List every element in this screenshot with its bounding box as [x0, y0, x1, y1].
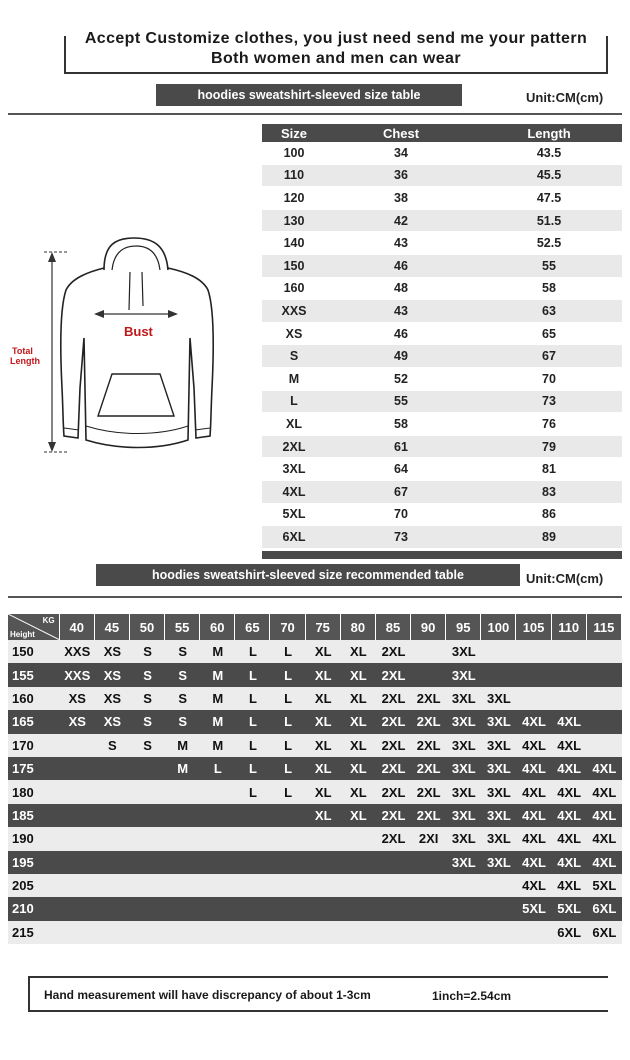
size-recommendation-cell: 2XL: [416, 737, 441, 753]
weight-header-cell: 50: [130, 614, 165, 640]
size-recommendation-cell: L: [284, 690, 293, 706]
size-cell: 100: [283, 145, 305, 160]
col-length: Length: [527, 125, 571, 141]
size-recommendation-cell: 4XL: [522, 714, 546, 730]
size-recommendation-cell: XL: [350, 667, 367, 683]
length-cell: 55: [542, 258, 556, 273]
size-recommendation-cell: S: [178, 644, 187, 660]
size-recommendation-cell: 2XL: [416, 690, 441, 706]
weight-header-cell: 40: [60, 614, 95, 640]
size-table-unit: Unit:CM(cm): [526, 90, 604, 105]
table-row: [8, 851, 622, 874]
height-cell: 160: [12, 690, 34, 706]
inch-conversion: 1inch=2.54cm: [432, 989, 512, 1003]
table-row: [262, 232, 622, 255]
table-row: [8, 897, 622, 920]
section-divider: [8, 113, 622, 115]
size-cell: 6XL: [282, 529, 306, 544]
chest-cell: 38: [394, 190, 408, 205]
hoodie-illustration: [8, 228, 258, 460]
size-recommendation-cell: 3XL: [451, 784, 476, 800]
chest-cell: 42: [394, 213, 408, 228]
height-cell: 185: [12, 807, 34, 823]
size-recommendation-cell: XS: [103, 714, 122, 730]
size-recommendation-cell: 4XL: [592, 831, 617, 847]
size-recommendation-cell: M: [212, 644, 224, 660]
size-recommendation-cell: 4XL: [522, 784, 546, 800]
size-recommendation-cell: 5XL: [592, 878, 617, 894]
size-recommendation-cell: 4XL: [557, 784, 582, 800]
length-cell: 51.5: [536, 213, 562, 228]
length-cell: 45.5: [536, 168, 562, 183]
size-cell: XL: [286, 416, 302, 431]
weight-header-cell: 115: [587, 614, 622, 640]
height-cell: 190: [12, 831, 34, 847]
size-recommendation-cell: 3XL: [451, 737, 476, 753]
size-recommendation-cell: 6XL: [557, 924, 582, 940]
size-recommendation-cell: 2XL: [381, 644, 406, 660]
chest-cell: 73: [394, 529, 408, 544]
size-recommendation-cell: 4XL: [557, 761, 582, 777]
table-row: [262, 278, 622, 301]
size-recommendation-cell: 2XL: [416, 761, 441, 777]
table-row: [262, 391, 622, 414]
length-cell: 47.5: [536, 190, 562, 205]
size-recommendation-cell: XL: [314, 761, 332, 777]
weight-header-cell: 65: [235, 614, 270, 640]
size-recommendation-cell: 4XL: [557, 714, 582, 730]
size-recommendation-cell: 3XL: [451, 854, 476, 870]
size-table: [262, 124, 622, 559]
chest-cell: 43: [394, 303, 408, 318]
size-recommendation-cell: XS: [103, 690, 122, 706]
size-cell: 110: [283, 168, 305, 183]
size-recommendation-cell: L: [248, 714, 257, 730]
size-recommendation-cell: 4XL: [557, 854, 582, 870]
length-cell: 63: [542, 303, 556, 318]
weight-header-cell: 80: [341, 614, 376, 640]
size-recommendation-cell: XL: [314, 667, 332, 683]
size-recommendation-cell: 4XL: [592, 854, 617, 870]
height-cell: 170: [12, 737, 34, 753]
chest-cell: 58: [394, 416, 408, 431]
header-line-1: Accept Customize clothes, you just need send me your pattern: [84, 30, 588, 47]
size-recommendation-cell: XL: [314, 737, 332, 753]
length-cell: 67: [542, 349, 556, 364]
chest-cell: 55: [394, 394, 408, 409]
chest-cell: 67: [394, 484, 408, 499]
weight-header-cell: 60: [200, 614, 235, 640]
chest-cell: 48: [394, 281, 408, 296]
size-recommendation-cell: XL: [314, 807, 332, 823]
size-table-header: [262, 124, 622, 142]
height-cell: 165: [12, 714, 34, 730]
table-row: [8, 687, 622, 710]
size-table-title: hoodies sweatshirt-sleeved size table: [156, 84, 462, 106]
size-cell: 130: [283, 213, 305, 228]
table-row: [8, 734, 622, 757]
table-row: [8, 757, 622, 780]
size-cell: XS: [285, 326, 303, 341]
weight-header-cell: 95: [446, 614, 481, 640]
table-row: [262, 323, 622, 346]
height-cell: 175: [12, 761, 34, 777]
table-row: [262, 368, 622, 391]
table-row: [262, 210, 622, 233]
weight-header-cell: 85: [376, 614, 411, 640]
size-recommendation-cell: 4XL: [557, 807, 582, 823]
height-cell: 210: [12, 901, 34, 917]
size-recommendation-cell: XL: [314, 784, 332, 800]
height-label: Height: [10, 630, 35, 639]
size-recommendation-cell: 4XL: [522, 807, 546, 823]
size-recommendation-cell: 6XL: [592, 924, 617, 940]
size-recommendation-cell: 3XL: [487, 807, 511, 823]
length-cell: 52.5: [536, 236, 562, 251]
size-recommendation-cell: L: [248, 737, 257, 753]
size-table-body: [262, 142, 622, 549]
size-recommendation-cell: 4XL: [592, 807, 617, 823]
height-cell: 180: [12, 784, 34, 800]
size-recommendation-cell: XL: [350, 784, 367, 800]
chest-cell: 70: [394, 507, 408, 522]
size-recommendation-cell: L: [248, 761, 257, 777]
size-cell: 120: [283, 190, 305, 205]
size-recommendation-cell: XL: [314, 644, 332, 660]
chest-cell: 49: [394, 349, 408, 364]
size-recommendation-cell: XL: [314, 690, 332, 706]
size-recommendation-cell: 4XL: [592, 761, 617, 777]
size-recommendation-cell: 3XL: [487, 690, 511, 706]
size-recommendation-cell: 2XL: [381, 784, 406, 800]
length-cell: 58: [542, 281, 556, 296]
size-recommendation-cell: L: [284, 667, 293, 683]
height-cell: 150: [12, 644, 34, 660]
table-row: [8, 921, 622, 944]
length-cell: 83: [542, 484, 556, 499]
weight-header-cell: 55: [165, 614, 200, 640]
chest-cell: 64: [394, 462, 408, 477]
size-recommendation-cell: 6XL: [592, 901, 617, 917]
size-recommendation-cell: 2XL: [381, 737, 406, 753]
size-recommendation-cell: 3XL: [487, 784, 511, 800]
size-recommendation-cell: L: [284, 644, 293, 660]
table-row: [8, 710, 622, 733]
length-cell: 76: [542, 416, 556, 431]
size-cell: M: [288, 371, 300, 386]
hoodie-icon: [8, 228, 258, 460]
recommended-table-body: [8, 640, 622, 944]
chest-cell: 36: [394, 168, 408, 183]
size-cell: 3XL: [282, 462, 306, 477]
size-recommendation-cell: 3XL: [451, 667, 476, 683]
table-row: [8, 827, 622, 850]
chest-cell: 52: [394, 371, 408, 386]
table-row: [262, 413, 622, 436]
size-recommendation-cell: S: [178, 690, 187, 706]
size-cell: S: [289, 349, 299, 364]
table-row: [262, 436, 622, 459]
size-recommendation-cell: S: [143, 714, 152, 730]
height-cell: 195: [12, 854, 34, 870]
size-recommendation-cell: 3XL: [487, 761, 511, 777]
table-row: [262, 481, 622, 504]
table-row: [262, 165, 622, 188]
size-recommendation-cell: S: [143, 690, 152, 706]
size-recommendation-cell: M: [177, 761, 189, 777]
table-row: [262, 345, 622, 368]
size-recommendation-cell: L: [248, 784, 257, 800]
length-cell: 89: [542, 529, 556, 544]
size-recommendation-cell: XL: [350, 644, 367, 660]
size-recommendation-cell: XS: [103, 644, 122, 660]
header-box: [64, 30, 608, 74]
height-cell: 155: [12, 667, 34, 683]
size-recommendation-cell: XS: [68, 714, 86, 730]
chest-cell: 46: [394, 326, 408, 341]
kg-label: KG: [42, 616, 55, 625]
size-recommendation-cell: L: [248, 667, 257, 683]
size-recommendation-cell: 3XL: [487, 737, 511, 753]
size-cell: L: [290, 394, 298, 409]
size-recommendation-cell: XL: [350, 807, 367, 823]
size-recommendation-cell: XL: [314, 714, 332, 730]
size-recommendation-cell: 3XL: [487, 831, 511, 847]
weight-header-cell: 75: [306, 614, 341, 640]
size-recommendation-cell: L: [284, 761, 293, 777]
size-recommendation-cell: 3XL: [451, 761, 476, 777]
weight-header-cell: 90: [411, 614, 446, 640]
table-row: [8, 874, 622, 897]
size-recommendation-cell: 4XL: [522, 737, 546, 753]
size-recommendation-cell: 2XI: [418, 831, 439, 847]
size-recommendation-cell: L: [284, 714, 293, 730]
length-cell: 81: [542, 462, 556, 477]
length-cell: 73: [542, 394, 556, 409]
table-row: [262, 255, 622, 278]
size-recommendation-cell: XS: [103, 667, 122, 683]
size-recommendation-cell: 5XL: [557, 901, 582, 917]
size-recommendation-cell: XXS: [64, 644, 91, 660]
size-recommendation-cell: L: [284, 737, 293, 753]
footer-note: [28, 976, 608, 1012]
length-cell: 65: [542, 326, 556, 341]
size-recommendation-cell: XL: [350, 690, 367, 706]
weight-header-cell: 70: [270, 614, 305, 640]
recommended-table-title: hoodies sweatshirt-sleeved size recommended table: [96, 564, 520, 586]
size-recommendation-cell: S: [143, 737, 152, 753]
header-line-2: Both women and men can wear: [211, 50, 461, 67]
section-divider-2: [8, 596, 622, 598]
chest-cell: 43: [394, 236, 408, 251]
table-row: [8, 780, 622, 803]
table-row: [262, 300, 622, 323]
length-label: Length: [10, 356, 40, 366]
size-recommendation-cell: M: [212, 714, 224, 730]
size-recommendation-cell: XL: [350, 714, 367, 730]
size-recommendation-cell: 2XL: [381, 714, 406, 730]
total-label: Total: [12, 346, 33, 356]
size-recommendation-cell: M: [212, 737, 224, 753]
size-recommendation-cell: 4XL: [557, 878, 582, 894]
discrepancy-note: Hand measurement will have discrepancy of about 1-3cm: [44, 988, 371, 1002]
size-cell: XXS: [281, 303, 307, 318]
size-recommendation-cell: 2XL: [416, 784, 441, 800]
chest-cell: 34: [394, 145, 408, 160]
table-row: [262, 458, 622, 481]
size-recommendation-cell: 3XL: [451, 644, 476, 660]
size-recommendation-cell: 2XL: [416, 714, 441, 730]
size-recommendation-cell: 3XL: [451, 714, 476, 730]
size-recommendation-cell: 4XL: [522, 761, 546, 777]
size-recommendation-cell: 2XL: [381, 831, 406, 847]
size-recommendation-cell: XS: [68, 690, 86, 706]
size-cell: 5XL: [282, 507, 306, 522]
size-recommendation-cell: 3XL: [451, 831, 476, 847]
size-recommendation-cell: 4XL: [557, 831, 582, 847]
length-cell: 43.5: [536, 145, 562, 160]
size-recommendation-cell: 2XL: [381, 807, 406, 823]
size-recommendation-cell: L: [284, 784, 293, 800]
col-size: Size: [280, 125, 307, 141]
size-recommendation-cell: XXS: [64, 667, 91, 683]
table-row: [262, 142, 622, 165]
size-cell: 160: [283, 281, 305, 296]
length-cell: 79: [542, 439, 556, 454]
size-cell: 2XL: [282, 439, 306, 454]
size-recommendation-cell: S: [178, 667, 187, 683]
size-recommendation-cell: 4XL: [592, 784, 617, 800]
size-recommendation-cell: 3XL: [487, 854, 511, 870]
size-recommendation-cell: S: [108, 737, 117, 753]
length-cell: 86: [542, 507, 556, 522]
size-recommendation-cell: 4XL: [522, 831, 546, 847]
table-row: [262, 504, 622, 527]
size-cell: 150: [283, 258, 305, 273]
size-recommendation-cell: 2XL: [381, 761, 406, 777]
recommended-table-unit: Unit:CM(cm): [526, 571, 604, 586]
size-recommendation-cell: 2XL: [381, 690, 406, 706]
size-recommendation-cell: 4XL: [557, 737, 582, 753]
size-recommendation-cell: L: [213, 761, 222, 777]
size-recommendation-cell: M: [177, 737, 189, 753]
weight-header-cell: 45: [95, 614, 130, 640]
size-recommendation-cell: 2XL: [416, 807, 441, 823]
size-table-footer-bar: [262, 551, 622, 559]
weight-header-cell: 110: [552, 614, 587, 640]
table-row: [262, 187, 622, 210]
size-recommendation-cell: M: [212, 667, 224, 683]
size-recommendation-cell: M: [212, 690, 224, 706]
size-recommendation-cell: 2XL: [381, 667, 406, 683]
table-row: [8, 804, 622, 827]
size-recommendation-cell: 3XL: [451, 690, 476, 706]
bust-label: Bust: [124, 324, 153, 339]
header-corner: [8, 614, 60, 640]
chest-cell: 46: [394, 258, 408, 273]
size-recommendation-cell: 3XL: [451, 807, 476, 823]
size-cell: 4XL: [282, 484, 306, 499]
height-cell: 205: [12, 878, 34, 894]
table-row: [8, 663, 622, 686]
weight-header-cell: 100: [481, 614, 516, 640]
length-cell: 70: [542, 371, 556, 386]
size-recommendation-cell: S: [143, 644, 152, 660]
size-recommendation-cell: XL: [350, 737, 367, 753]
weight-header-cell: 105: [516, 614, 551, 640]
table-row: [262, 526, 622, 549]
col-chest: Chest: [382, 125, 420, 141]
table-row: [8, 640, 622, 663]
recommended-table-header: [8, 614, 622, 640]
recommended-table: [8, 614, 622, 944]
size-recommendation-cell: L: [248, 644, 257, 660]
height-cell: 215: [12, 924, 34, 940]
size-recommendation-cell: XL: [350, 761, 367, 777]
size-recommendation-cell: L: [248, 690, 257, 706]
size-recommendation-cell: 5XL: [522, 901, 546, 917]
size-recommendation-cell: 4XL: [522, 878, 546, 894]
size-cell: 140: [283, 236, 305, 251]
size-recommendation-cell: 4XL: [522, 854, 546, 870]
chest-cell: 61: [394, 439, 408, 454]
size-recommendation-cell: S: [143, 667, 152, 683]
size-recommendation-cell: 3XL: [487, 714, 511, 730]
size-recommendation-cell: S: [178, 714, 187, 730]
